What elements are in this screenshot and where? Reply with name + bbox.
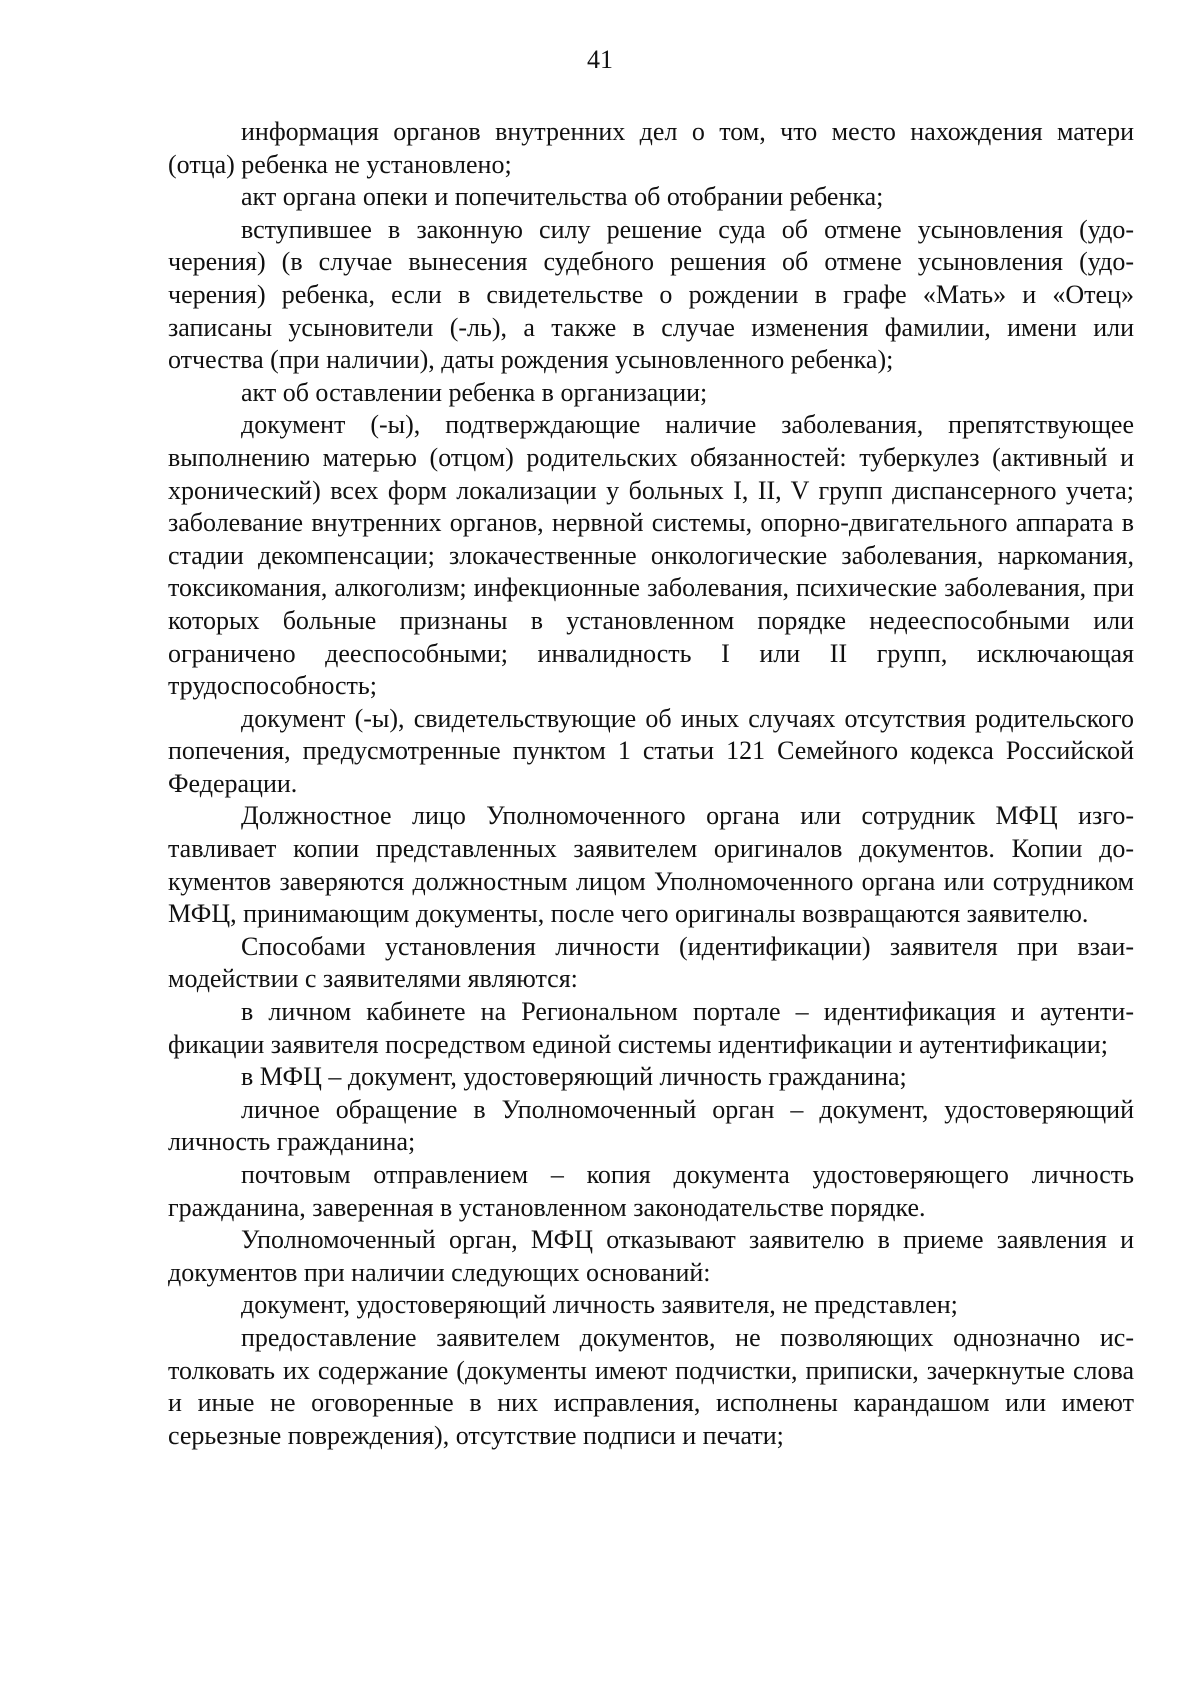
document-body xyxy=(168,116,1134,1452)
paragraph: почтовым отправлением – копия документа удостоверяющего личность гражданина, заверенная в установленном законодательстве порядке. xyxy=(168,1160,1134,1222)
paragraph: документ, удостоверяющий личность заявителя, не представлен; xyxy=(241,1290,958,1320)
page-number: 41 xyxy=(587,45,613,74)
paragraph: документ (-ы), подтверждающие наличие заболевания, препятствующее выполнению матерью (отцом) родительских обязанностей: туберкулез (активный и хронический) всех форм локализации у больных I, II, V групп диспансерного учета; заболевание внутренних органов, нервной системы, опорно-двигательного аппарата в стадии декомпенсации; злокачественные онкологические заболевания, наркомания, токсикомания, алкоголизм; инфекционные заболевания, психические заболевания, при которых больные признаны в установленном порядке недееспособными или ограничено дееспособными; инвалидность I или II групп, исключающая трудоспособность; xyxy=(168,410,1134,701)
paragraph: вступившее в законную силу решение суда об отмене усыновления (удочерения) (в случае вынесения судебного решения об отмене усыновления (удочерения) ребенка, если в свидетельстве о рождении в графе «Мать» и «Отец» записаны усыновители (-ль), а также в случае изменения фамилии, имени или отчества (при наличии), даты рождения усыновленного ребенка); xyxy=(168,214,1134,375)
paragraph: акт об оставлении ребенка в организации; xyxy=(241,377,708,407)
paragraph: предоставление заявителем документов, не позволяющих однозначно истолковать их содержание (документы имеют подчистки, приписки, зачеркнутые слова и иные не оговоренные в них исправления, исполнены карандашом или имеют серьезные повреждения), отсутствие подписи и печати; xyxy=(168,1322,1134,1450)
paragraph: в личном кабинете на Региональном портале – идентификация и аутентификации заявителя посредством единой системы идентификации и аутентификации; xyxy=(168,997,1134,1059)
paragraph: акт органа опеки и попечительства об отобрании ребенка; xyxy=(241,182,884,212)
paragraph: Уполномоченный орган, МФЦ отказывают заявителю в приеме заявления и документов при наличии следующих оснований: xyxy=(168,1225,1134,1287)
paragraph: Способами установления личности (идентификации) заявителя при взаимодействии с заявителями являются: xyxy=(168,931,1134,994)
paragraph: информация органов внутренних дел о том, что место нахождения матери (отца) ребенка не установлено; xyxy=(168,117,1134,179)
paragraph: личное обращение в Уполномоченный орган – документ, удостоверяющий личность гражданина; xyxy=(168,1094,1134,1157)
paragraph: Должностное лицо Уполномоченного органа или сотрудник МФЦ изготавливает копии представленных заявителем оригиналов документов. Копии документов заверяются должностным лицом Уполномоченного органа или сотрудником МФЦ, принимающим документы, после чего оригиналы возвращаются заявителю. xyxy=(168,801,1134,929)
paragraph: документ (-ы), свидетельствующие об иных случаях отсутствия родительского попечения, предусмотренные пунктом 1 статьи 121 Семейного кодекса Российской Федерации. xyxy=(168,703,1134,798)
paragraph: в МФЦ – документ, удостоверяющий личность гражданина; xyxy=(241,1062,907,1092)
